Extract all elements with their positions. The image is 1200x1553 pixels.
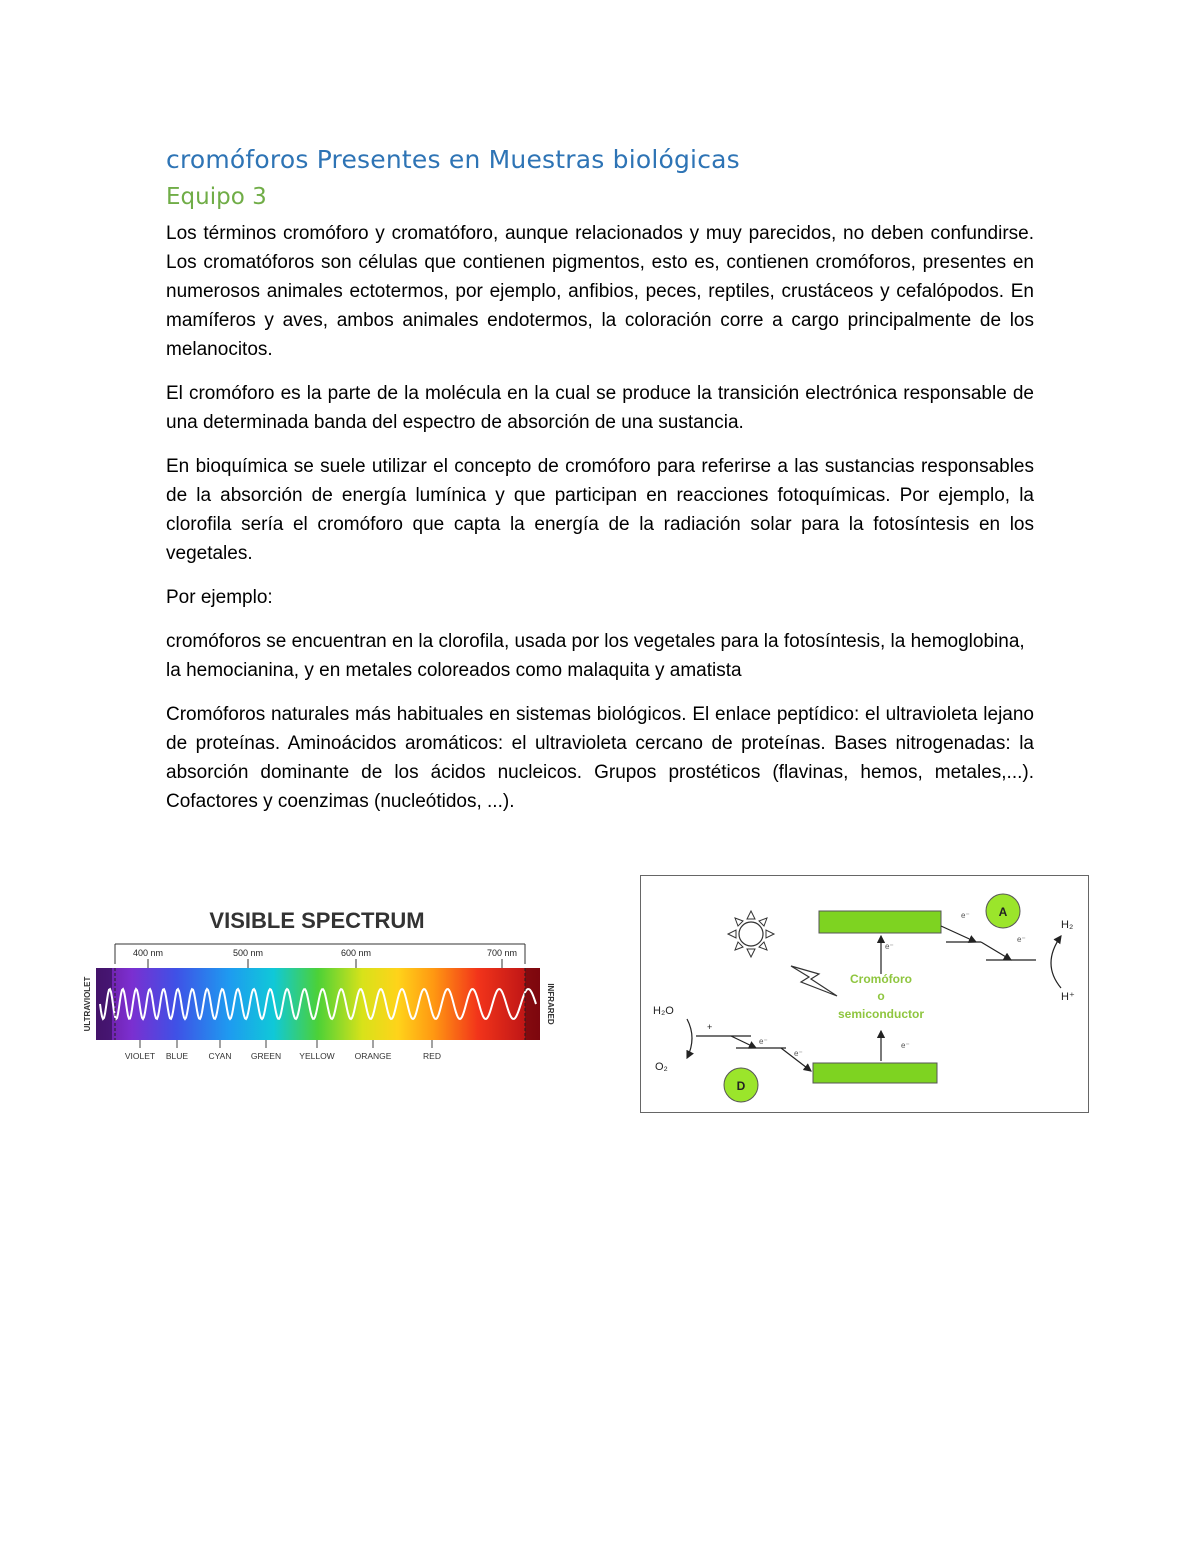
conduction-band (819, 911, 941, 933)
electron-label: e⁻ (794, 1049, 803, 1058)
paragraph: Cromóforos naturales más habituales en sistemas biológicos. El enlace peptídico: el ultravioleta lejano de proteínas. Aminoácidos aromáticos: el ultravioleta cercano de proteínas. Bases nitrogenadas: la absorción dominante de los ácidos nucleicos. Grupos prostéticos (flavinas, hemos, metales,...). Cofactores y coenzimas (nucleótidos, ...). (166, 704, 1034, 812)
center-label: Cromóforo (850, 972, 912, 986)
tick-label: 600 nm (340, 948, 372, 958)
ultraviolet-label: ULTRAVIOLET (83, 976, 92, 1032)
electron-label: e⁻ (1017, 935, 1026, 944)
electron-label: e⁻ (759, 1037, 768, 1046)
paragraph: En bioquímica se suele utilizar el concepto de cromóforo para referirse a las sustancias responsables de la absorción de energía lumínica y que participan en reacciones fotoquímicas. Por ejemplo, la clorofila sería el cromóforo que capta la energía de la radiación solar para la fotosíntesis en los vegetales. (166, 456, 1034, 564)
h2o-label: H₂O (653, 1005, 674, 1017)
electron-label: e⁻ (885, 942, 894, 951)
chromophore-diagram-svg (641, 876, 1087, 1111)
paragraph: Los términos cromóforo y cromatóforo, aunque relacionados y muy parecidos, no deben confundirse. Los cromatóforos son células que contienen pigmentos, esto es, contienen cromóforos, presentes en numerosos animales ectotermos, por ejemplo, anfibios, peces, reptiles, crustáceos y cefalópodos. En mamíferos y aves, ambos animales endotermos, la coloración corre a cargo principalmente de los melanocitos. (166, 223, 1034, 360)
document-subtitle: Equipo 3 (166, 184, 267, 210)
o2-label: O₂ (655, 1061, 668, 1073)
center-label: semiconductor (837, 1007, 925, 1021)
tick-label: 700 nm (486, 948, 518, 958)
document-body (166, 141, 1034, 831)
spectrum-title: VISIBLE SPECTRUM (209, 908, 425, 933)
color-label: YELLOW (299, 1051, 335, 1061)
electron-label: e⁻ (961, 911, 970, 920)
color-label: GREEN (250, 1051, 282, 1061)
sun-icon (728, 911, 774, 957)
color-label: BLUE (165, 1051, 189, 1061)
tick-label: 400 nm (132, 948, 164, 958)
center-label: o (877, 989, 885, 1003)
color-label: ORANGE (354, 1051, 392, 1061)
circle-d-label: D (736, 1079, 746, 1093)
document-title: cromóforos Presentes en Muestras biológicas (166, 145, 740, 174)
h2-label: H₂ (1061, 919, 1074, 931)
paragraph: El cromóforo es la parte de la molécula en la cual se produce la transición electrónica responsable de una determinada banda del espectro de absorción de una sustancia. (166, 383, 1034, 433)
chromophore-diagram (640, 875, 1089, 1113)
color-label: VIOLET (124, 1051, 156, 1061)
visible-spectrum-figure (70, 868, 560, 1078)
color-label: CYAN (208, 1051, 232, 1061)
paragraph: cromóforos se encuentran en la clorofila, usada por los vegetales para la fotosíntesis, la hemoglobina, la hemocianina, y en metales coloreados como malaquita y amatista (166, 631, 1025, 681)
infrared-label: INFRARED (546, 983, 555, 1025)
electron-label: e⁻ (901, 1041, 910, 1050)
color-label: RED (423, 1051, 441, 1061)
h-plus-label: H⁺ (1061, 991, 1075, 1003)
visible-spectrum-svg (70, 868, 560, 1078)
paragraph: Por ejemplo: (166, 587, 273, 608)
plus-label: + (707, 1022, 713, 1032)
tick-label: 500 nm (232, 948, 264, 958)
valence-band (813, 1063, 937, 1083)
circle-a-label: A (998, 905, 1008, 919)
lightning-icon (791, 966, 837, 996)
